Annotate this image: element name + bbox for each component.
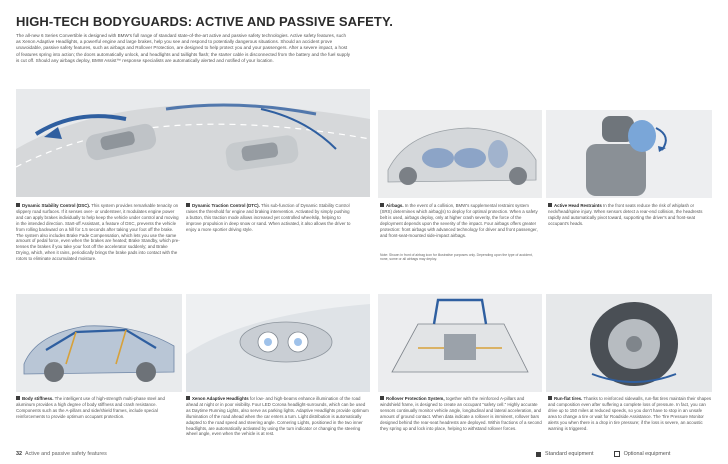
rollover-protection-illustration bbox=[378, 294, 542, 392]
rollover-body: together with the reinforced A-pillars and windshield frame, is designed to create an occupant "safety cell." Highly accurate sensors continually monitor vehicle angle, longitudinal and lateral acceleration, and amount of ground contact. When data indicate a rollover is imminent, rollover bars designed behind the rear-seat headrests are deployed. Within fractions of a second they spring up and lock into place, helping to withstand rollover forces. bbox=[380, 396, 542, 431]
standard-equipment-marker bbox=[380, 203, 384, 207]
headrests-heading: Active Head Restraints bbox=[554, 203, 602, 208]
airbags-body: In the event of a collision, BMW's supplemental restraint system (SRS) determines which airbag(s) to deploy for optimal protection. When a safety belt is used, airbags deploy, only at higher crash severity, the force of the deployment depends upon the severity of the impact. Four airbags offers greater protection: front airbags with advanced technology for driver and front passenger, and front-seat-mounted side-impact airbags. bbox=[380, 203, 538, 238]
legend-standard-label: Standard equipment bbox=[545, 451, 594, 457]
equipment-legend bbox=[536, 451, 670, 457]
dtc-heading: Dynamic Traction Control (DTC). bbox=[192, 203, 260, 208]
airbags-note: Note: Shown in front of airbag icon for illustrative purposes only. Depending upon the type of accident, none, some or all airbags may deploy. bbox=[380, 253, 533, 262]
runflat-caption bbox=[548, 396, 712, 431]
xenon-body: for low- and high-beams enhance illumination of the road ahead at night or in poor visibility. Four LED Corona headlight-surrounds, which can be used as Daytime Running Lights, also serve as parking lights. Adaptive Headlights provide optimum illumination of the road ahead when the car enters a turn. Light distribution is automatically adapted to the road speed and steering angle. Cornering Lights, positioned in the two inner headlights, are automatically activated by using the turn indicator or changing the steering wheel angle, even when the vehicle is at rest. bbox=[186, 396, 369, 437]
body-stiffness-heading: Body stiffness. bbox=[22, 396, 54, 401]
rollover-heading: Rollover Protection System, bbox=[386, 396, 445, 401]
headrests-caption bbox=[548, 203, 712, 227]
dtc-body: This sub-function of Dynamic Stability Control raises the threshold for engine and braking intervention. Activated by simply pushing a button, this traction mode allows increased yet controlled wheelslip, helping to improve propulsion in deep snow or sand. When activated, it also allows the driver to enjoy a more sportier driving style. bbox=[186, 203, 351, 232]
body-stiffness-body: The intelligent use of high-strength multi-phase steel and aluminum provides a high degree of body stiffness and crash resistance. Components such as the A-pillars and side/shield frames, include special reinforcements to provide optimum occupant protection. bbox=[16, 396, 165, 419]
airbags-illustration bbox=[378, 110, 542, 198]
airbags-heading: Airbags. bbox=[386, 203, 404, 208]
page-footer bbox=[16, 451, 107, 457]
rollover-caption bbox=[380, 396, 542, 431]
xenon-caption bbox=[186, 396, 370, 437]
optional-equipment-icon bbox=[614, 451, 620, 457]
standard-equipment-marker bbox=[186, 396, 190, 400]
standard-equipment-marker bbox=[16, 203, 20, 207]
standard-equipment-marker bbox=[16, 396, 20, 400]
page-number: 32 bbox=[16, 451, 22, 457]
dsc-body: This system provides remarkable tenacity on slippery road surfaces. If it senses over- or understeer, it modulates engine power and can apply brakes individually to help keep the vehicle under control and moving in the intended direction. Start-off Assistant, a feature of DSC, prevents the vehicle from rolling backward on a hill for 1.5 seconds after taking your foot off the brake. The system also includes Brake Fade Compensation, which lets you use the same amount of pedal force, even when the brakes are heated; Brake Standby, which pre-tenses the brakes if you take your foot off the accelerator suddenly; and Brake Drying, which, when it rains, periodically brings the brake pads into contact with the rotors to eliminate accumulated moisture. bbox=[16, 203, 180, 262]
dtc-caption bbox=[186, 203, 352, 233]
runflat-body: Thanks to reinforced sidewalls, run-flat tires maintain their shapes and composition even after suffering a complete loss of pressure. In fact, you can drive up to 150 miles at reduced speeds, so you don't have to stop in an unsafe area to change a tire or wait for Roadside Assistance. The Tire Pressure Monitor alerts you when there is a drop in tire pressure; if the loss is severe, an acoustic warning is triggered. bbox=[548, 396, 712, 431]
headrests-body: In the front seats reduce the risk of whiplash or neck/head/spine injury. When sensors detect a rear-end collision, the headrests rapidly and automatically pivot toward, supporting the driver's and front-seat occupant's heads. bbox=[548, 203, 703, 226]
body-stiffness-caption bbox=[16, 396, 182, 420]
xenon-heading: Xenon Adaptive Headlights bbox=[192, 396, 249, 401]
head-restraint-illustration bbox=[546, 110, 712, 198]
dsc-dtc-illustration bbox=[16, 89, 370, 197]
xenon-headlights-illustration bbox=[186, 294, 370, 392]
page-title: HIGH-TECH BODYGUARDS: ACTIVE AND PASSIVE SAFETY. bbox=[16, 14, 394, 29]
airbags-caption bbox=[380, 203, 542, 238]
standard-equipment-marker bbox=[380, 396, 384, 400]
dsc-heading: Dynamic Stability Control (DSC). bbox=[22, 203, 91, 208]
dsc-caption bbox=[16, 203, 182, 262]
intro-paragraph bbox=[16, 33, 352, 64]
standard-equipment-marker bbox=[548, 203, 552, 207]
legend-optional-label: Optional equipment bbox=[623, 451, 671, 457]
standard-equipment-icon bbox=[536, 452, 541, 457]
run-flat-tire-illustration bbox=[546, 294, 712, 392]
standard-equipment-marker bbox=[186, 203, 190, 207]
section-name: Active and passive safety features bbox=[25, 451, 107, 457]
standard-equipment-marker bbox=[548, 396, 552, 400]
runflat-heading: Run-flat tires. bbox=[554, 396, 583, 401]
body-stiffness-illustration bbox=[16, 294, 182, 392]
intro-text: The all-new 6 Series Convertible is designed with BMW's full range of standard state-of-the-art active and passive safety technologies. Active safety features, such as Xenon Adaptive Headlights, a powerful engine and large brakes, help you see and respond to potentially dangerous situations. Should an accident prove unavoidable, passive safety features, such as airbags and Rollover Protection, are designed to help protect you and your passengers. After a severe impact, a host of features spring into action; the doors automatically unlock, and headlights and taillights flash; the starter cable is disconnected from the battery and the fuel supply is cut off. Should any airbags deploy, BMW Assist™ response specialists are automatically alerted and notified of your location. bbox=[16, 33, 351, 63]
